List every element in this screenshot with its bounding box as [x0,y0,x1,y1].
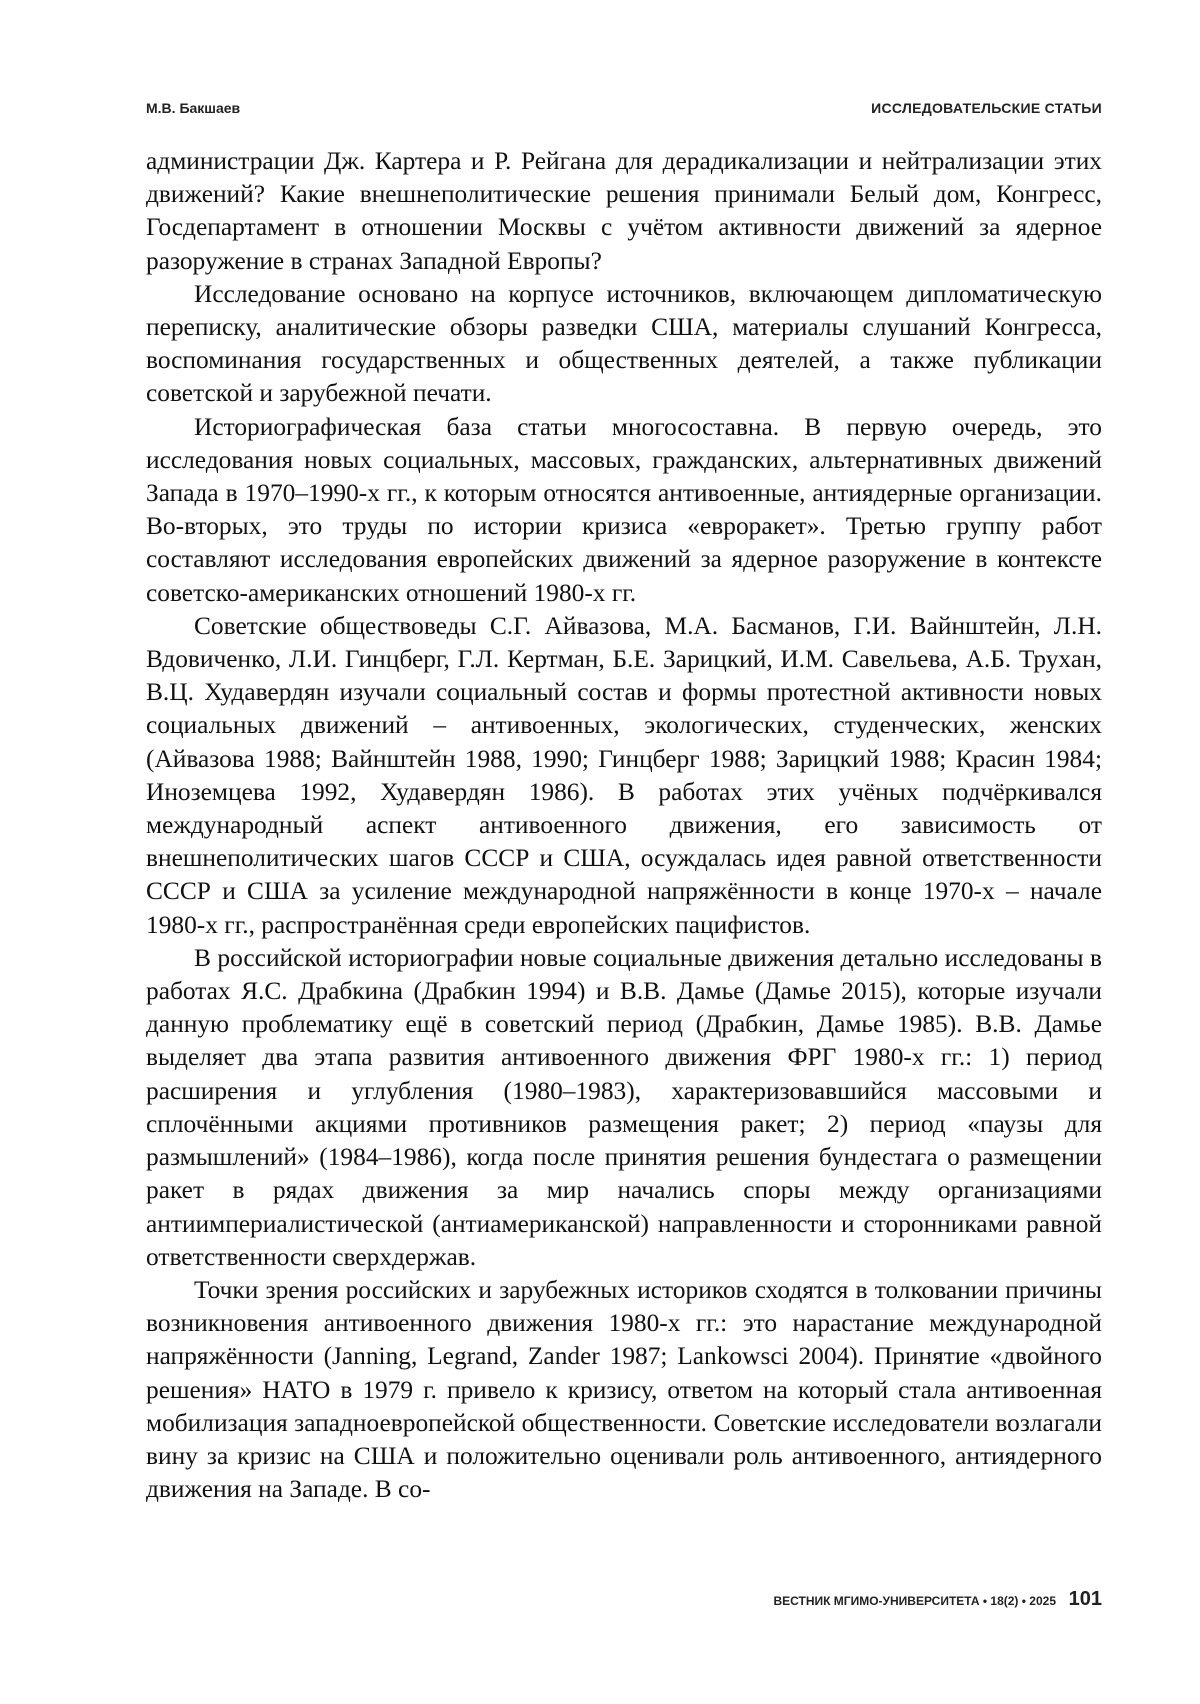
article-body [146,145,1102,1506]
paragraph-3-historiography: Историографическая база статьи многосоставна. В первую очередь, это исследования новых социальных, массовых, гражданских, альтернативных движений Запада в 1970–1990-х гг., к которым относятся антивоенные, антиядерные организации. Во-вторых, это труды по истории кризиса «евроракет». Третью группу работ составляют исследования европейских движений за ядерное разоружение в контексте советско-американских отношений 1980-х гг. [146,411,1102,610]
paragraph-1-continued: администрации Дж. Картера и Р. Рейгана для дерадикализации и нейтрализации этих движений? Какие внешнеполитические решения принимали Белый дом, Конгресс, Госдепартамент в отношении Москвы с учётом активности движений за ядерное разоружение в странах Западной Европы? [146,145,1102,278]
paragraph-5-russian-historiography: В российской историографии новые социальные движения детально исследованы в работах Я.С. Драбкина (Драбкин 1994) и В.В. Дамье (Дамье 2015), которые изучали данную проблематику ещё в советский период (Драбкин, Дамье 1985). В.В. Дамье выделяет два этапа развития антивоенного движения ФРГ 1980-х гг.: 1) период расширения и углубления (1980–1983), характеризовавшийся массовыми и сплочёнными акциями противников размещения ракет; 2) период «паузы для размышлений» (1984–1986), когда после принятия решения бундестага о размещении ракет в рядах движения за мир начались споры между организациями антиимпериалистической (антиамериканской) направленности и сторонниками равной ответственности сверхдержав. [146,942,1102,1274]
running-head-section: ИССЛЕДОВАТЕЛЬСКИЕ СТАТЬИ [871,100,1102,116]
paragraph-2-sources: Исследование основано на корпусе источников, включающем дипломатическую переписку, аналитические обзоры разведки США, материалы слушаний Конгресса, воспоминания государственных и общественных деятелей, а также публикации советской и зарубежной печати. [146,278,1102,411]
running-foot [700,1588,1102,1614]
paragraph-4-soviet-scholars: Советские обществоведы С.Г. Айвазова, М.А. Басманов, Г.И. Вайнштейн, Л.Н. Вдовиченко, Л.И. Гинцберг, Г.Л. Кертман, Б.Е. Зарицкий, И.М. Савельева, А.Б. Трухан, В.Ц. Худавердян изучали социальный состав и формы протестной активности новых социальных движений – антивоенных, экологических, студенческих, женских (Айвазова 1988; Вайнштейн 1988, 1990; Гинцберг 1988; Зарицкий 1988; Красин 1984; Иноземцева 1992, Худавердян 1986). В работах этих учёных подчёркивался международный аспект антивоенного движения, его зависимость от внешнеполитических шагов СССР и США, осуждалась идея равной ответственности СССР и США за усиление международной напряжённости в конце 1970-х – начале 1980-х гг., распространённая среди европейских пацифистов. [146,610,1102,942]
journal-title: ВЕСТНИК МГИМО-УНИВЕРСИТЕТА • 18(2) • 2025 [773,1594,1056,1608]
running-head [146,100,1102,122]
paragraph-6-viewpoints: Точки зрения российских и зарубежных историков сходятся в толковании причины возникновения антивоенного движения 1980-х гг.: это нарастание международной напряжённости (Janning, Legrand, Zander 1987; Lankowsci 2004). Принятие «двойного решения» НАТО в 1979 г. привело к кризису, ответом на который стала антивоенная мобилизация западноевропейской общественности. Советские исследователи возлагали вину за кризис на США и положительно оценивали роль антивоенного, антиядерного движения на Западе. В со- [146,1274,1102,1506]
page-number: 101 [1069,1588,1102,1611]
running-head-author: М.В. Бакшаев [146,100,240,116]
